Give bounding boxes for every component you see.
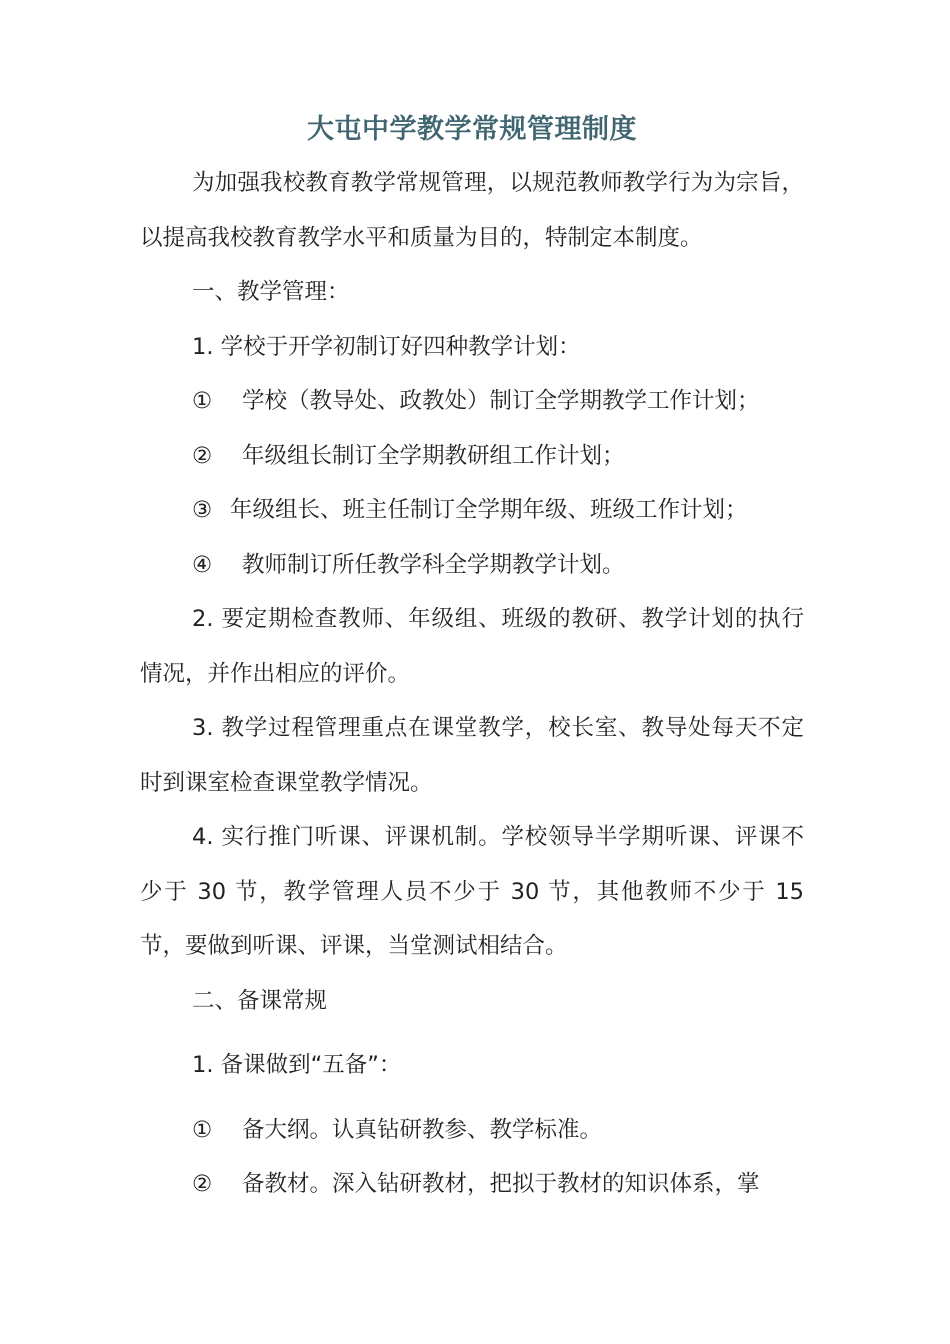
- plan-number: ④: [192, 551, 213, 578]
- plan-item: [140, 483, 804, 538]
- prep-text: 备大纲。认真钻研教参、教学标准。: [242, 1116, 603, 1143]
- section1-item3: 3. 教学过程管理重点在课堂教学，校长室、教导处每天不定时到课室检查课堂教学情况。: [140, 715, 804, 796]
- intro-paragraph: 为加强我校教育教学常规管理，以规范教师教学行为为宗旨，以提高我校教育教学水平和质量为目的，特制定本制度。: [140, 170, 804, 251]
- section1-heading: 一、教学管理：: [192, 279, 350, 305]
- section1-item1: 1. 学校于开学初制订好四种教学计划：: [192, 333, 581, 360]
- plan-text: 年级组长、班主任制订全学期年级、班级工作计划；: [230, 497, 748, 523]
- section1-item2: 2. 要定期检查教师、年级组、班级的教研、教学计划的执行情况，并作出相应的评价。: [140, 606, 804, 687]
- document-title: 大屯中学教学常规管理制度: [307, 114, 637, 145]
- prep-number: ①: [192, 1116, 213, 1143]
- document-page: [140, 104, 804, 1212]
- prep-number: ②: [192, 1171, 213, 1197]
- plan-number: ①: [192, 388, 213, 414]
- prep-item: [140, 1157, 804, 1212]
- section2-heading: 二、备课常规: [192, 987, 328, 1014]
- section1-item4: 4. 实行推门听课、评课机制。学校领导半学期听课、评课不少于 30 节，教学管理人员不少于 30 节，其他教师不少于 15 节，要做到听课、评课，当堂测试相结合。: [140, 824, 804, 959]
- plan-item: [140, 429, 804, 484]
- plan-text: 学校（教导处、政教处）制订全学期教学工作计划；: [242, 388, 760, 414]
- prep-item: [140, 1103, 804, 1158]
- plan-item: [140, 374, 804, 429]
- plan-item: [140, 538, 804, 593]
- plan-number: ②: [192, 442, 213, 469]
- plan-text: 年级组长制订全学期教研组工作计划；: [242, 442, 625, 469]
- plan-number: ③: [192, 497, 213, 523]
- prep-text: 备教材。深入钻研教材，把拟于教材的知识体系，掌: [242, 1171, 760, 1197]
- plan-text: 教师制订所任教学科全学期教学计划。: [242, 551, 625, 578]
- section2-item1: 1. 备课做到“五备”：: [192, 1052, 402, 1078]
